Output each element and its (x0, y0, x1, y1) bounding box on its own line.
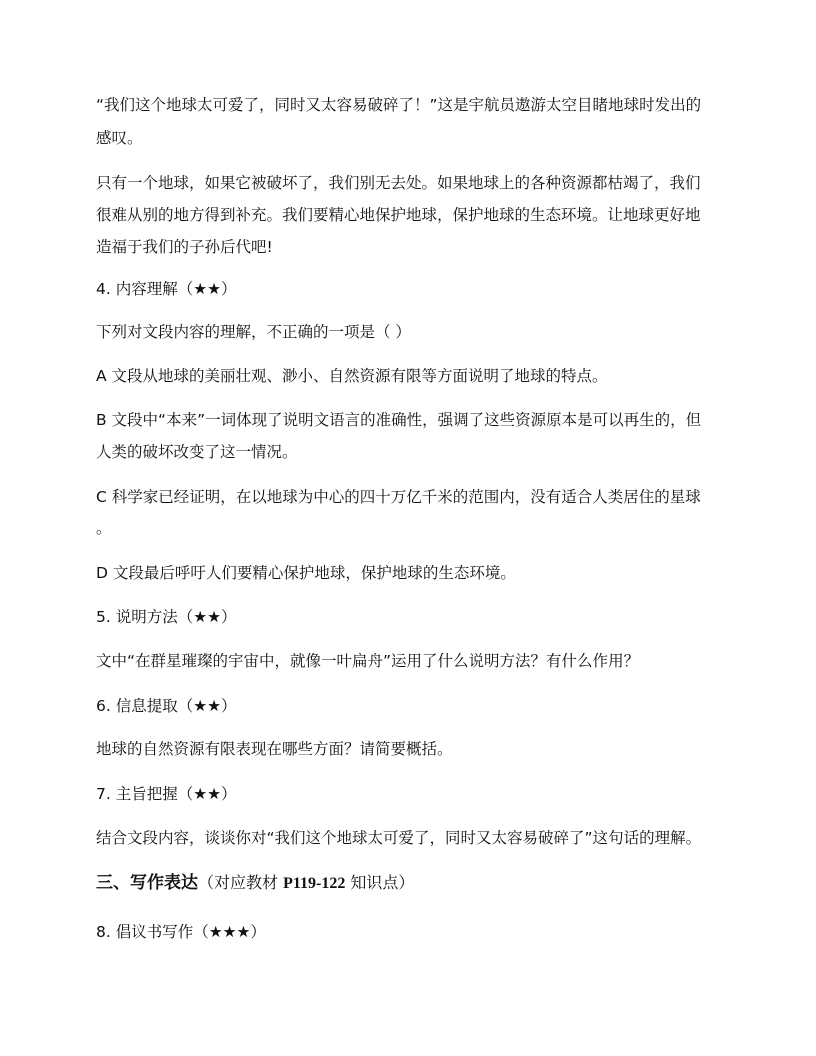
question-7-stem: 结合文段内容，谈谈你对“我们这个地球太可爱了，同时又太容易破碎了”这句话的理解。 (96, 829, 702, 847)
question-5-stem: 文中“在群星璀璨的宇宙中，就像一叶扁舟”运用了什么说明方法？有什么作用？ (96, 652, 640, 670)
question-8-title: 8. 倡议书写作（★★★） (96, 923, 266, 941)
question-6-title: 6. 信息提取（★★） (96, 697, 237, 715)
passage-paragraph-2-line-3: 造福于我们的子孙后代吧! (96, 238, 273, 256)
section-3-note-pages: P119-122 (283, 875, 346, 892)
question-4-option-c-line-2: 。 (96, 519, 112, 537)
question-4-option-d: D 文段最后呼吁人们要精心保护地球，保护地球的生态环境。 (96, 564, 516, 582)
question-4-option-b-line-2: 人类的破坏改变了这一情况。 (96, 443, 298, 461)
passage-paragraph-1-line-2: 感叹。 (96, 129, 143, 147)
question-7-title: 7. 主旨把握（★★） (96, 785, 237, 803)
passage-paragraph-2-line-2: 很难从别的地方得到补充。我们要精心地保护地球，保护地球的生态环境。让地球更好地 (96, 206, 701, 224)
question-4-title: 4. 内容理解（★★） (96, 280, 237, 298)
question-4-option-b-line-1: B 文段中“本来”一词体现了说明文语言的准确性，强调了这些资源原本是可以再生的，但 (96, 411, 702, 429)
passage-paragraph-2-line-1: 只有一个地球，如果它被破坏了，我们别无去处。如果地球上的各种资源都枯竭了，我们 (96, 174, 701, 192)
section-3-note-prefix: （对应教材 (198, 873, 284, 892)
question-4-option-c-line-1: C 科学家已经证明，在以地球为中心的四十万亿千米的范围内，没有适合人类居住的星球 (96, 488, 701, 506)
section-3-note-suffix: 知识点） (345, 873, 415, 892)
question-4-stem: 下列对文段内容的理解，不正确的一项是（ ） (96, 323, 411, 341)
question-4-option-a: A 文段从地球的美丽壮观、渺小、自然资源有限等方面说明了地球的特点。 (96, 367, 608, 385)
section-3-textbook-note (198, 873, 414, 892)
section-3-heading (96, 871, 414, 896)
section-3-heading-text: 三、写作表达 (96, 873, 198, 893)
passage-paragraph-1-line-1: “我们这个地球太可爱了，同时又太容易破碎了！”这是宇航员遨游太空目睹地球时发出的 (96, 96, 702, 114)
question-6-stem: 地球的自然资源有限表现在哪些方面？请简要概括。 (96, 740, 453, 758)
question-5-title: 5. 说明方法（★★） (96, 608, 237, 626)
